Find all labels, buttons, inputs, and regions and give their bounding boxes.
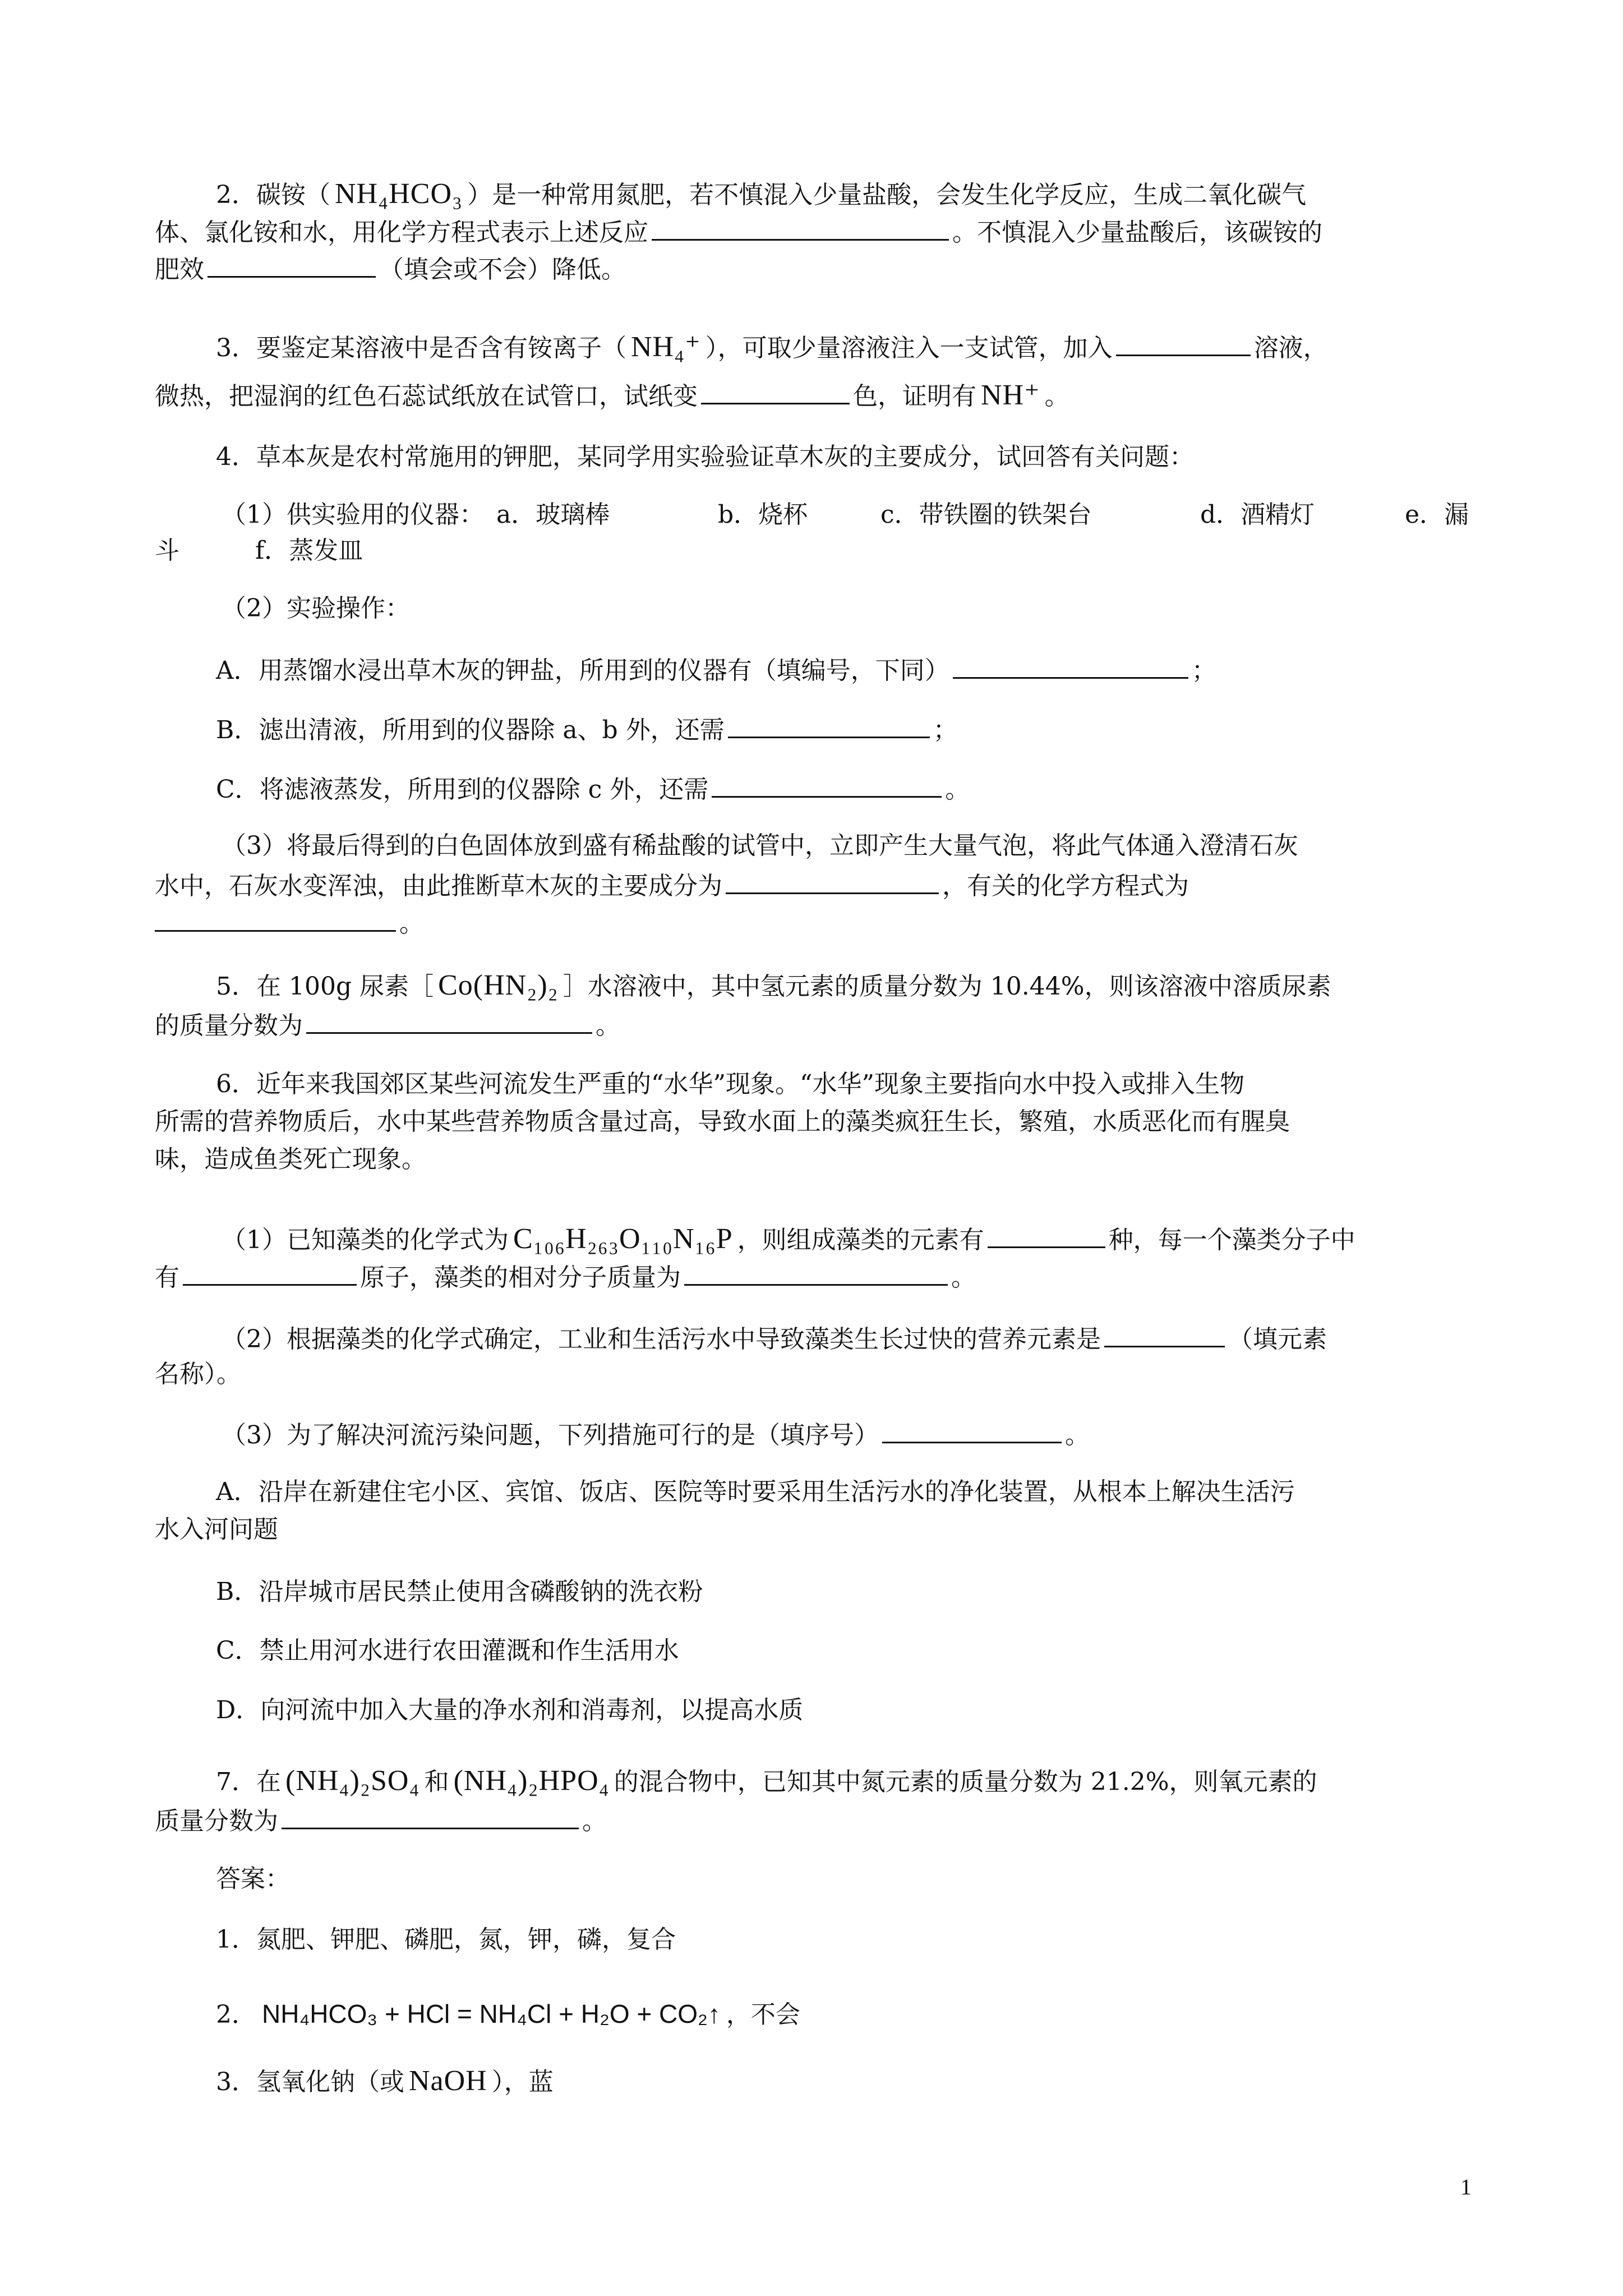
answer-blank[interactable] xyxy=(1116,329,1251,356)
answer-blank[interactable] xyxy=(988,1221,1105,1248)
answer-blank[interactable] xyxy=(726,867,939,894)
answer-blank[interactable] xyxy=(684,1258,948,1286)
q5-line1: 5．在 100g 尿素［ Co(HN₂)₂ ］水溶液中，其中氢元素的质量分数为 10.44%，则该溶液中溶质尿素 xyxy=(216,969,1331,1001)
answer-blank[interactable] xyxy=(701,377,850,404)
q4-part1-line1: （1）供实验用的仪器： xyxy=(222,500,484,529)
q7-line1: 7．在 (NH₄)₂SO₄ 和 (NH₄)₂HPO₄ 的混合物中，已知其中氮元素的质量分数为 21.2%，则氧元素的 xyxy=(216,1765,1317,1797)
q6-part2-line1: （2）根据藻类的化学式确定，工业和生活污水中导致藻类生长过快的营养元素是 （填元素 xyxy=(222,1320,1327,1356)
formula-ammonium-ion: NH₄⁺ xyxy=(631,331,701,363)
q6-part1-line1: （1）已知藻类的化学式为 C₁₀₆H₂₆₃O₁₁₀N₁₆P ，则组成藻类的元素有 种，每一个藻类分子中 xyxy=(222,1221,1355,1257)
q4-part3-line2: 水中，石灰水变浑浊，由此推断草木灰的主要成分为 ，有关的化学方程式为 xyxy=(155,867,1189,903)
q6-part1-line2: 有 原子，藻类的相对分子质量为 。 xyxy=(155,1258,976,1295)
q6-option-c: C．禁止用河水进行农田灌溉和作生活用水 xyxy=(216,1636,679,1665)
answer-blank[interactable] xyxy=(712,770,942,798)
q6-line3: 味，造成鱼类死亡现象。 xyxy=(155,1145,426,1174)
q5-line2: 的质量分数为 。 xyxy=(155,1006,620,1043)
instrument-d: d．酒精灯 xyxy=(1200,500,1315,529)
instrument-f: f．蒸发皿 xyxy=(255,536,363,565)
formula-naoh: NaOH xyxy=(409,2065,487,2097)
q6-line1: 6．近年来我国郊区某些河流发生严重的“水华”现象。“水华”现象主要指向水中投入或排入生物 xyxy=(216,1070,1244,1098)
answer-blank[interactable] xyxy=(953,651,1188,679)
answer-blank[interactable] xyxy=(208,250,376,278)
q6-part2-line2: 名称）。 xyxy=(155,1360,241,1388)
instrument-b: b．烧杯 xyxy=(718,500,808,529)
answer-2: 2． NH₄HCO₃ + HCl = NH₄Cl + H₂O + CO₂↑ ，不会 xyxy=(216,1999,800,2029)
q4-part2: （2）实验操作： xyxy=(222,594,410,623)
q2-line1: 2．碳铵（ NH₄HCO₃ ）是一种常用氮肥，若不慎混入少量盐酸，会发生化学反应，生成二氧化碳气 xyxy=(216,178,1307,210)
q4-part3-line3: 。 xyxy=(155,904,424,941)
q3-line1: 3．要鉴定某溶液中是否含有铵离子（ NH₄⁺ ），可取少量溶液注入一支试管，加入 溶液， xyxy=(216,329,1328,365)
answer-blank[interactable] xyxy=(183,1258,357,1286)
formula-nh4hco3: NH₄HCO₃ xyxy=(335,178,463,210)
instrument-a: a．玻璃棒 xyxy=(496,500,610,529)
formula-diammonium-phosphate: (NH₄)₂HPO₄ xyxy=(453,1765,610,1797)
q4-op-a: A．用蒸馏水浸出草木灰的钾盐，所用到的仪器有（填编号，下同） ； xyxy=(216,651,1216,688)
answer-blank[interactable] xyxy=(155,904,396,932)
formula-urea: Co(HN₂)₂ xyxy=(438,969,559,1001)
answer-3: 3．氢氧化钠（或 NaOH ），蓝 xyxy=(216,2065,554,2097)
q4-op-c: C．将滤液蒸发，所用到的仪器除 c 外，还需 。 xyxy=(216,770,970,807)
answer-1: 1．氮肥、钾肥、磷肥，氮，钾，磷，复合 xyxy=(216,1925,676,1954)
answer-2-equation: NH₄HCO₃ + HCl = NH₄Cl + H₂O + CO₂↑ xyxy=(262,1999,721,2028)
q7-line2: 质量分数为 。 xyxy=(155,1802,607,1838)
answer-blank[interactable] xyxy=(1104,1320,1225,1347)
formula-nh-ion: NH⁺ xyxy=(981,379,1040,411)
answer-blank[interactable] xyxy=(652,213,949,241)
q6-line2: 所需的营养物质后，水中某些营养物质含量过高，导致水面上的藻类疯狂生长，繁殖，水质恶化而有腥臭 xyxy=(155,1107,1290,1136)
page-number: 1 xyxy=(1460,2174,1472,2200)
instrument-c: c．带铁圈的铁架台 xyxy=(880,500,1092,529)
answer-blank[interactable] xyxy=(306,1006,592,1034)
q4-part3-line1: （3）将最后得到的白色固体放到盛有稀盐酸的试管中，立即产生大量气泡，将此气体通入澄清石灰 xyxy=(222,831,1298,860)
q3-line2: 微热，把湿润的红色石蕊试纸放在试管口，试纸变 色，证明有 NH⁺ 。 xyxy=(155,377,1069,413)
q6-part3: （3）为了解决河流污染问题，下列措施可行的是（填序号） 。 xyxy=(222,1416,1090,1452)
q6-option-a-line1: A．沿岸在新建住宅小区、宾馆、饭店、医院等时要采用生活污水的净化装置，从根本上解决生活污 xyxy=(216,1478,1295,1506)
q4-op-b: B．滤出清液，所用到的仪器除 a、b 外，还需 ； xyxy=(216,711,958,747)
answer-blank[interactable] xyxy=(882,1416,1062,1443)
q2-line3: 肥效 （填会或不会）降低。 xyxy=(155,250,626,287)
answer-blank[interactable] xyxy=(728,711,930,738)
formula-algae: C₁₀₆H₂₆₃O₁₁₀N₁₆P xyxy=(513,1223,733,1255)
q6-option-b: B．沿岸城市居民禁止使用含磷酸钠的洗衣粉 xyxy=(216,1577,703,1606)
q4-stem: 4．草本灰是农村常施用的钾肥，某同学用实验验证草木灰的主要成分，试回答有关问题： xyxy=(216,443,1194,471)
formula-ammonium-sulfate: (NH₄)₂SO₄ xyxy=(285,1765,420,1797)
answer-blank[interactable] xyxy=(282,1802,579,1829)
instrument-e: e．漏 xyxy=(1405,500,1469,529)
q2-line2: 体、氯化铵和水，用化学方程式表示上述反应 。不慎混入少量盐酸后，该碳铵的 xyxy=(155,213,1322,250)
q6-option-d: D．向河流中加入大量的净水剂和消毒剂，以提高水质 xyxy=(216,1696,804,1724)
q4-part1-line2: 斗 xyxy=(155,536,179,565)
q6-option-a-line2: 水入河问题 xyxy=(155,1515,278,1544)
answers-heading: 答案： xyxy=(216,1865,290,1893)
